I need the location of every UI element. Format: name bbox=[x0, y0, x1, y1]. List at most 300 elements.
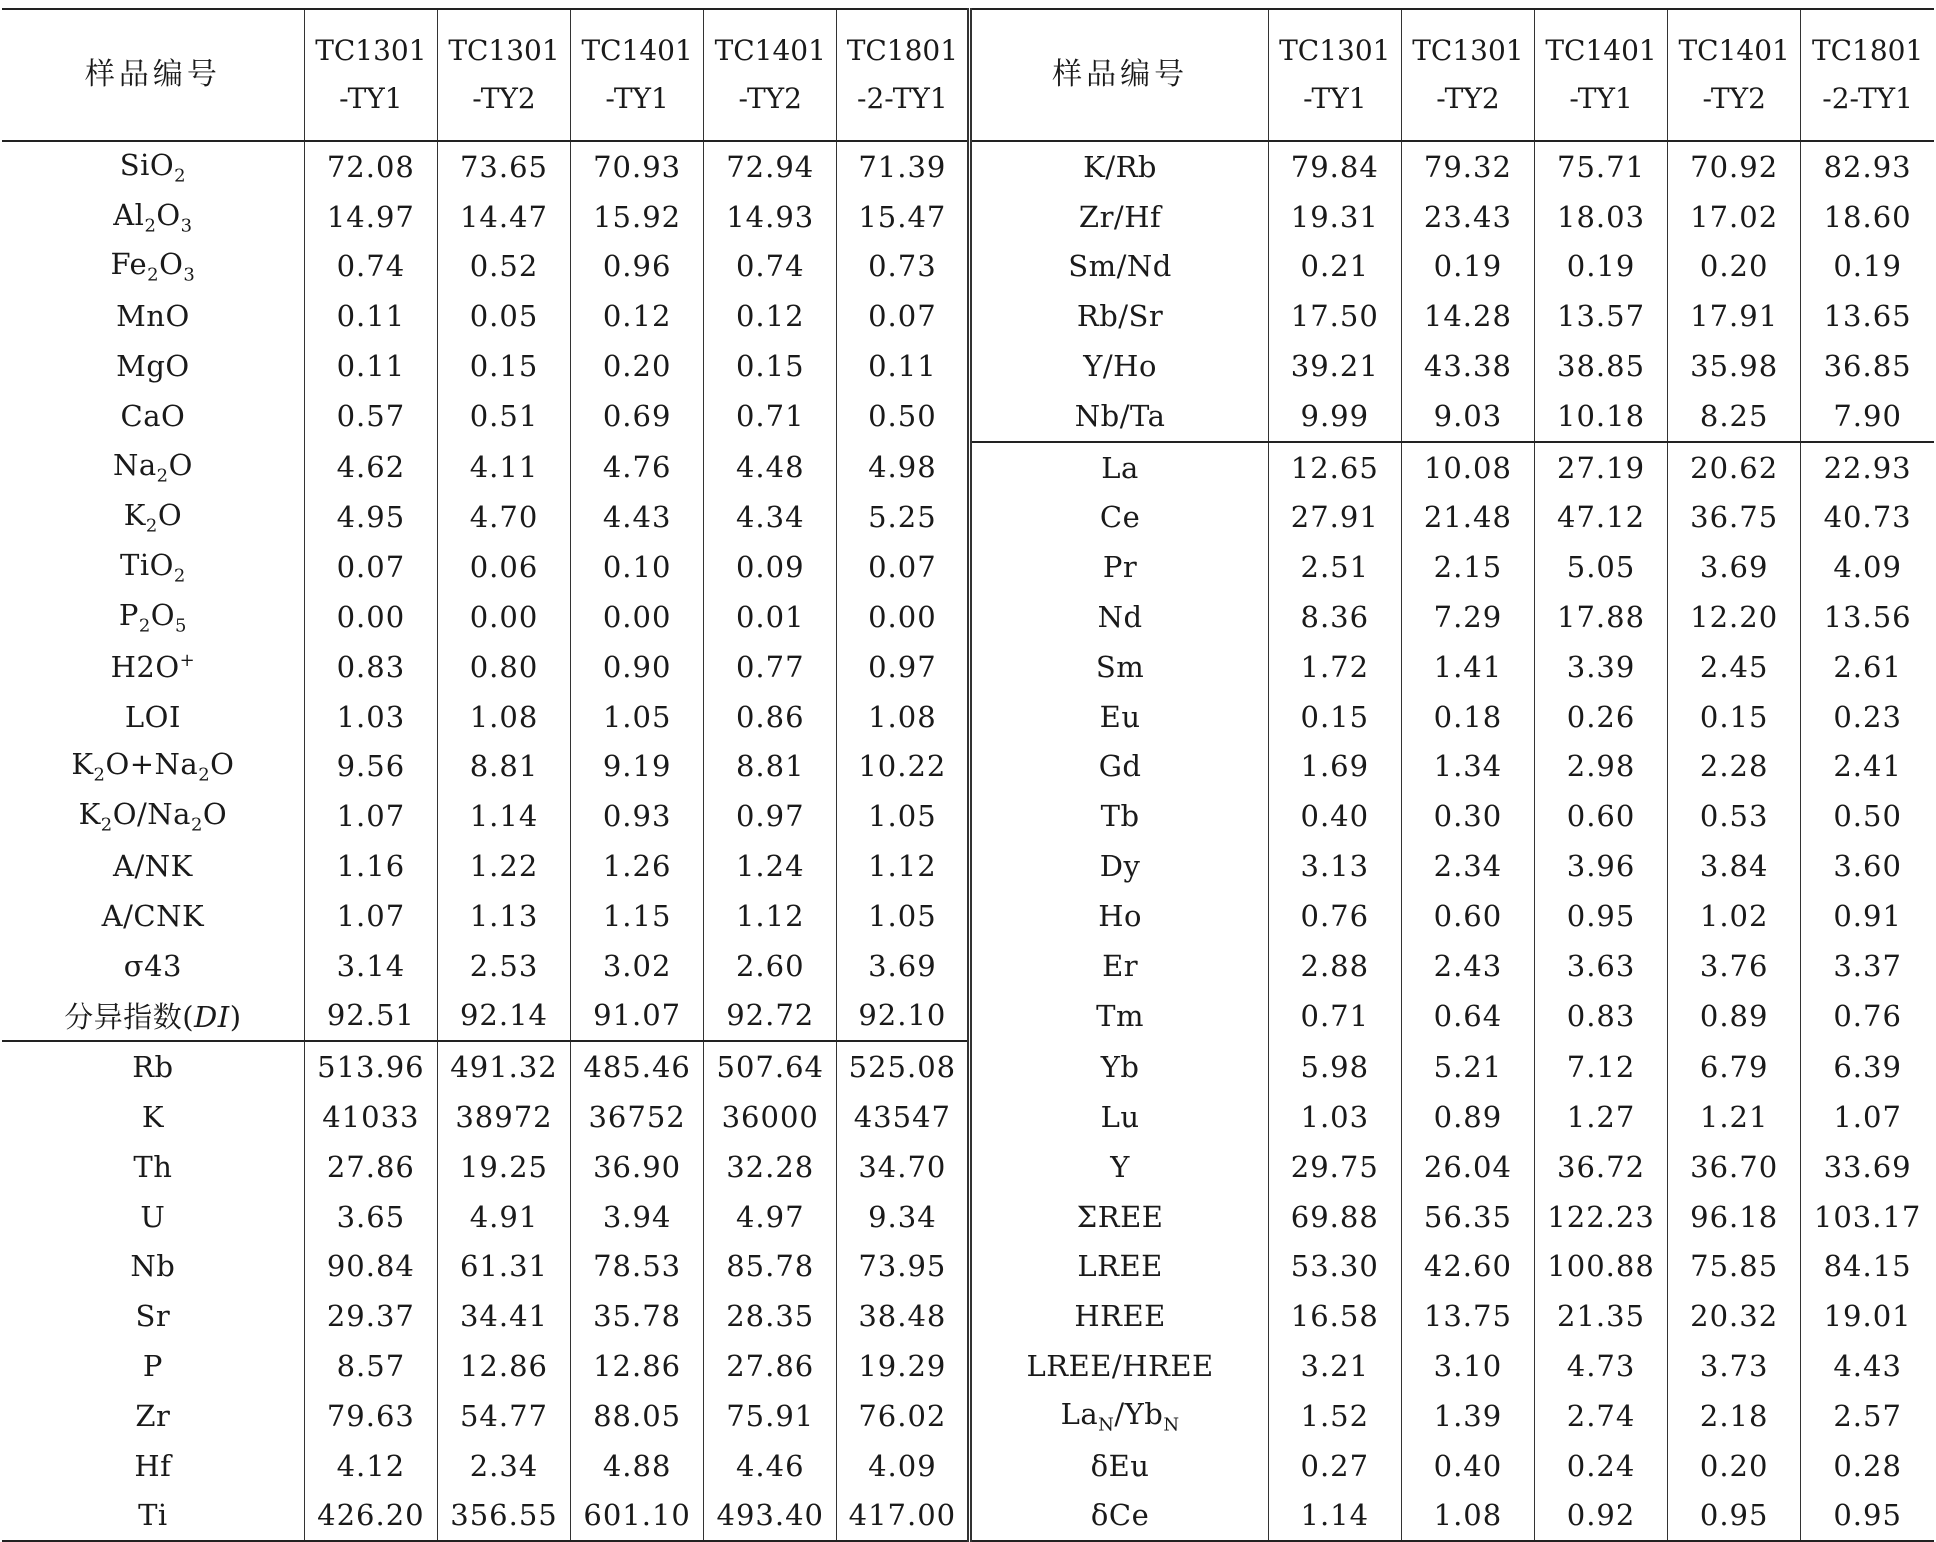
table-row bbox=[2, 341, 1934, 391]
value-cell: 0.06 bbox=[437, 542, 570, 592]
value-cell: 0.95 bbox=[1801, 1491, 1934, 1542]
value-cell: 29.75 bbox=[1268, 1142, 1401, 1192]
value-cell: 3.96 bbox=[1534, 841, 1667, 891]
row-label-left: P bbox=[2, 1341, 304, 1391]
value-cell: 54.77 bbox=[437, 1391, 570, 1441]
row-label-left: A/NK bbox=[2, 841, 304, 891]
sample-header-line2: -TY2 bbox=[1702, 82, 1766, 115]
value-cell: 19.25 bbox=[437, 1142, 570, 1192]
value-cell: 601.10 bbox=[571, 1491, 704, 1542]
row-label-left: $K_2O+Na_2O$ bbox=[2, 742, 304, 792]
value-cell: 78.53 bbox=[571, 1242, 704, 1292]
value-cell: 0.40 bbox=[1268, 791, 1401, 841]
value-cell: 0.57 bbox=[304, 391, 437, 442]
sample-header-5-right bbox=[1801, 9, 1934, 141]
value-cell: 3.02 bbox=[571, 941, 704, 991]
value-cell: 2.53 bbox=[437, 941, 570, 991]
sample-header-line2: -2-TY1 bbox=[1822, 82, 1913, 115]
value-cell: 27.19 bbox=[1534, 442, 1667, 493]
value-cell: 0.60 bbox=[1534, 791, 1667, 841]
value-cell: 36752 bbox=[571, 1092, 704, 1142]
value-cell: 2.88 bbox=[1268, 941, 1401, 991]
value-cell: 27.86 bbox=[304, 1142, 437, 1192]
value-cell: 5.25 bbox=[837, 493, 970, 543]
value-cell: 0.40 bbox=[1401, 1441, 1534, 1491]
sample-header-2-right bbox=[1401, 9, 1534, 141]
value-cell: 18.60 bbox=[1823, 199, 1912, 234]
value-cell: 72.94 bbox=[704, 141, 837, 192]
row-label-right: Rb/Sr bbox=[970, 291, 1268, 341]
value-cell: 2.34 bbox=[1401, 841, 1534, 891]
value-cell: 356.55 bbox=[437, 1491, 570, 1542]
value-cell: 70.93 bbox=[571, 141, 704, 192]
row-label-right: Tm bbox=[970, 991, 1268, 1042]
sample-header-5 bbox=[837, 9, 970, 141]
row-label-left: SiO$_2$ bbox=[2, 141, 304, 192]
value-cell: 507.64 bbox=[704, 1041, 837, 1092]
value-cell: 0.00 bbox=[437, 592, 570, 642]
value-cell: 0.91 bbox=[1833, 898, 1902, 933]
value-cell: 12.86 bbox=[571, 1341, 704, 1391]
value-cell: 2.34 bbox=[437, 1441, 570, 1491]
value-cell: 4.91 bbox=[437, 1192, 570, 1242]
value-cell: 100.88 bbox=[1534, 1242, 1667, 1292]
row-label-left: Nb bbox=[2, 1242, 304, 1292]
value-cell: 14.28 bbox=[1401, 291, 1534, 341]
value-cell: 0.97 bbox=[837, 642, 970, 692]
value-cell: 0.95 bbox=[1668, 1491, 1801, 1542]
value-cell: 36.70 bbox=[1668, 1142, 1801, 1192]
value-cell: 525.08 bbox=[837, 1041, 970, 1092]
value-cell: 4.09 bbox=[837, 1441, 970, 1491]
value-cell: 4.43 bbox=[1833, 1349, 1902, 1384]
table-header bbox=[2, 9, 1934, 141]
row-label-left: $Na_2O$ bbox=[2, 442, 304, 493]
header-row bbox=[2, 9, 1934, 141]
value-cell: 0.89 bbox=[1668, 991, 1801, 1042]
row-label-right: LREE/HREE bbox=[970, 1341, 1268, 1391]
value-cell: 14.93 bbox=[704, 192, 837, 242]
sample-header-line1: TC1401 bbox=[1678, 34, 1790, 67]
value-cell: 0.11 bbox=[837, 341, 970, 391]
table-row bbox=[2, 1391, 1934, 1441]
row-label-right: Lu bbox=[970, 1092, 1268, 1142]
value-cell: 35.98 bbox=[1668, 341, 1801, 391]
value-cell: 3.10 bbox=[1401, 1341, 1534, 1391]
row-label-right: Ho bbox=[970, 891, 1268, 941]
value-cell: 38972 bbox=[437, 1092, 570, 1142]
sample-header-line1: TC1301 bbox=[448, 34, 560, 67]
value-cell: 3.94 bbox=[571, 1192, 704, 1242]
row-label-left: $K_2O$ bbox=[2, 493, 304, 543]
sample-header-line1: TC1401 bbox=[581, 34, 693, 67]
value-cell: 0.15 bbox=[1268, 692, 1401, 742]
value-cell: 4.97 bbox=[704, 1192, 837, 1242]
value-cell: 4.95 bbox=[304, 493, 437, 543]
value-cell: 6.39 bbox=[1833, 1049, 1902, 1084]
table-row bbox=[2, 242, 1934, 292]
sample-header-1 bbox=[304, 9, 437, 141]
value-cell: 72.08 bbox=[304, 141, 437, 192]
table-row bbox=[2, 1441, 1934, 1491]
value-cell: 19.01 bbox=[1823, 1299, 1912, 1334]
row-label-right: Tb bbox=[970, 791, 1268, 841]
value-cell: 493.40 bbox=[704, 1491, 837, 1542]
value-cell: 2.43 bbox=[1401, 941, 1534, 991]
value-cell: 1.39 bbox=[1401, 1391, 1534, 1441]
value-cell: 1.07 bbox=[304, 891, 437, 941]
value-cell: 42.60 bbox=[1401, 1242, 1534, 1292]
value-cell: 32.28 bbox=[704, 1142, 837, 1192]
value-cell: 4.76 bbox=[571, 442, 704, 493]
value-cell: 92.51 bbox=[304, 991, 437, 1042]
row-label-right: Er bbox=[970, 941, 1268, 991]
value-cell: 3.69 bbox=[1668, 542, 1801, 592]
table-row bbox=[2, 642, 1934, 692]
value-cell: 0.19 bbox=[1534, 242, 1667, 292]
value-cell: 92.14 bbox=[437, 991, 570, 1042]
value-cell: 4.88 bbox=[571, 1441, 704, 1491]
sample-header-line2: -2-TY1 bbox=[857, 82, 948, 115]
value-cell: 43.38 bbox=[1401, 341, 1534, 391]
value-cell: 3.84 bbox=[1668, 841, 1801, 891]
value-cell: 0.30 bbox=[1401, 791, 1534, 841]
value-cell: 1.26 bbox=[571, 841, 704, 891]
value-cell: 10.08 bbox=[1401, 442, 1534, 493]
value-cell: 2.41 bbox=[1833, 749, 1902, 784]
value-cell: 27.86 bbox=[704, 1341, 837, 1391]
value-cell: 103.17 bbox=[1813, 1199, 1922, 1234]
value-cell: 3.65 bbox=[304, 1192, 437, 1242]
value-cell: 0.96 bbox=[571, 242, 704, 292]
value-cell: 0.20 bbox=[1668, 242, 1801, 292]
value-cell: 1.08 bbox=[1401, 1491, 1534, 1542]
value-cell: 0.95 bbox=[1534, 891, 1667, 941]
row-label-left: H2O+ bbox=[2, 642, 304, 692]
table-row bbox=[2, 1341, 1934, 1391]
row-label-left: TiO$_2$ bbox=[2, 542, 304, 592]
value-cell: 2.60 bbox=[704, 941, 837, 991]
value-cell: 17.88 bbox=[1534, 592, 1667, 642]
value-cell: 6.79 bbox=[1668, 1041, 1801, 1092]
value-cell: 36.90 bbox=[571, 1142, 704, 1192]
value-cell: 7.12 bbox=[1534, 1041, 1667, 1092]
value-cell: 19.31 bbox=[1268, 192, 1401, 242]
value-cell: 39.21 bbox=[1268, 341, 1401, 391]
value-cell: 92.10 bbox=[837, 991, 970, 1042]
value-cell: 0.83 bbox=[304, 642, 437, 692]
value-cell: 4.48 bbox=[704, 442, 837, 493]
sample-header-3-right bbox=[1534, 9, 1667, 141]
value-cell: 82.93 bbox=[1823, 149, 1912, 184]
value-cell: 4.11 bbox=[437, 442, 570, 493]
sample-header-line1: TC1301 bbox=[1279, 34, 1391, 67]
value-cell: 1.69 bbox=[1268, 742, 1401, 792]
value-cell: 0.97 bbox=[704, 791, 837, 841]
value-cell: 0.11 bbox=[304, 291, 437, 341]
value-cell: 76.02 bbox=[837, 1391, 970, 1441]
value-cell: 23.43 bbox=[1401, 192, 1534, 242]
value-cell: 73.65 bbox=[437, 141, 570, 192]
value-cell: 1.12 bbox=[704, 891, 837, 941]
value-cell: 0.23 bbox=[1833, 699, 1902, 734]
value-cell: 20.62 bbox=[1668, 442, 1801, 493]
value-cell: 0.60 bbox=[1401, 891, 1534, 941]
table-row bbox=[2, 493, 1934, 543]
value-cell: 0.19 bbox=[1833, 249, 1902, 284]
value-cell: 2.98 bbox=[1534, 742, 1667, 792]
value-cell: 4.98 bbox=[837, 442, 970, 493]
row-label-right: Yb bbox=[970, 1041, 1268, 1092]
row-label-left: LOI bbox=[2, 692, 304, 742]
value-cell: 0.74 bbox=[304, 242, 437, 292]
value-cell: 0.07 bbox=[304, 542, 437, 592]
value-cell: 1.12 bbox=[837, 841, 970, 891]
value-cell: 1.27 bbox=[1534, 1092, 1667, 1142]
value-cell: 1.03 bbox=[1268, 1092, 1401, 1142]
value-cell: 1.13 bbox=[437, 891, 570, 941]
value-cell: 417.00 bbox=[837, 1491, 970, 1542]
value-cell: 1.52 bbox=[1268, 1391, 1401, 1441]
value-cell: 28.35 bbox=[704, 1291, 837, 1341]
value-cell: 0.09 bbox=[704, 542, 837, 592]
table-row bbox=[2, 742, 1934, 792]
value-cell: 47.12 bbox=[1534, 493, 1667, 543]
row-label-left: 分异指数(DI) bbox=[2, 991, 304, 1042]
value-cell: 1.72 bbox=[1268, 642, 1401, 692]
value-cell: 15.92 bbox=[571, 192, 704, 242]
value-cell: 9.34 bbox=[837, 1192, 970, 1242]
value-cell: 0.93 bbox=[571, 791, 704, 841]
value-cell: 2.28 bbox=[1668, 742, 1801, 792]
value-cell: 2.15 bbox=[1401, 542, 1534, 592]
value-cell: 21.35 bbox=[1534, 1291, 1667, 1341]
value-cell: 19.29 bbox=[837, 1341, 970, 1391]
geochemistry-table bbox=[2, 8, 1934, 1542]
value-cell: 40.73 bbox=[1823, 500, 1912, 535]
value-cell: 2.61 bbox=[1833, 649, 1902, 684]
table-row bbox=[2, 1142, 1934, 1192]
value-cell: 0.73 bbox=[837, 242, 970, 292]
value-cell: 13.65 bbox=[1823, 299, 1912, 334]
row-label-right: HREE bbox=[970, 1291, 1268, 1341]
value-cell: 53.30 bbox=[1268, 1242, 1401, 1292]
value-cell: 1.08 bbox=[437, 692, 570, 742]
row-label-left: $K_2O/Na_2O$ bbox=[2, 791, 304, 841]
value-cell: 0.52 bbox=[437, 242, 570, 292]
value-cell: 4.09 bbox=[1833, 550, 1902, 585]
value-cell: 17.91 bbox=[1668, 291, 1801, 341]
sample-header-2 bbox=[437, 9, 570, 141]
value-cell: 0.00 bbox=[571, 592, 704, 642]
value-cell: 9.56 bbox=[304, 742, 437, 792]
row-label-right: Sm/Nd bbox=[970, 242, 1268, 292]
value-cell: 3.39 bbox=[1534, 642, 1667, 692]
row-label-left: σ43 bbox=[2, 941, 304, 991]
value-cell: 16.58 bbox=[1268, 1291, 1401, 1341]
value-cell: 36.72 bbox=[1534, 1142, 1667, 1192]
value-cell: 75.91 bbox=[704, 1391, 837, 1441]
value-cell: 85.78 bbox=[704, 1242, 837, 1292]
value-cell: 8.57 bbox=[304, 1341, 437, 1391]
value-cell: 0.18 bbox=[1401, 692, 1534, 742]
sample-header-3 bbox=[571, 9, 704, 141]
value-cell: 5.98 bbox=[1268, 1041, 1401, 1092]
value-cell: 33.69 bbox=[1823, 1149, 1912, 1184]
row-label-left: Ti bbox=[2, 1491, 304, 1542]
value-cell: 41033 bbox=[304, 1092, 437, 1142]
value-cell: 0.77 bbox=[704, 642, 837, 692]
value-cell: 2.51 bbox=[1268, 542, 1401, 592]
row-label-right: Eu bbox=[970, 692, 1268, 742]
value-cell: 0.92 bbox=[1534, 1491, 1667, 1542]
value-cell: 13.75 bbox=[1401, 1291, 1534, 1341]
table-row bbox=[2, 841, 1934, 891]
value-cell: 12.65 bbox=[1268, 442, 1401, 493]
value-cell: 17.02 bbox=[1668, 192, 1801, 242]
value-cell: 96.18 bbox=[1668, 1192, 1801, 1242]
sample-header-line2: -TY2 bbox=[472, 82, 536, 115]
table-row bbox=[2, 1491, 1934, 1542]
sample-header-4 bbox=[704, 9, 837, 141]
value-cell: 88.05 bbox=[571, 1391, 704, 1441]
row-label-left: K bbox=[2, 1092, 304, 1142]
table-row bbox=[2, 592, 1934, 642]
value-cell: 0.15 bbox=[1668, 692, 1801, 742]
table-row bbox=[2, 991, 1934, 1042]
sample-header-line1: TC1401 bbox=[1545, 34, 1657, 67]
row-label-left: U bbox=[2, 1192, 304, 1242]
row-label-left: Rb bbox=[2, 1041, 304, 1092]
sample-header-line2: -TY1 bbox=[605, 82, 669, 115]
value-cell: 1.16 bbox=[304, 841, 437, 891]
value-cell: 34.70 bbox=[837, 1142, 970, 1192]
row-label-right: Pr bbox=[970, 542, 1268, 592]
value-cell: 9.99 bbox=[1268, 391, 1401, 442]
value-cell: 0.74 bbox=[704, 242, 837, 292]
value-cell: 0.89 bbox=[1401, 1092, 1534, 1142]
row-label-right: Sm bbox=[970, 642, 1268, 692]
row-label-right: Ce bbox=[970, 493, 1268, 543]
value-cell: 1.07 bbox=[304, 791, 437, 841]
value-cell: 8.36 bbox=[1268, 592, 1401, 642]
value-cell: 4.34 bbox=[704, 493, 837, 543]
value-cell: 1.03 bbox=[304, 692, 437, 742]
value-cell: 90.84 bbox=[304, 1242, 437, 1292]
value-cell: 12.20 bbox=[1668, 592, 1801, 642]
value-cell: 0.51 bbox=[437, 391, 570, 442]
value-cell: 0.69 bbox=[571, 391, 704, 442]
value-cell: 2.74 bbox=[1534, 1391, 1667, 1441]
value-cell: 513.96 bbox=[304, 1041, 437, 1092]
sample-id-header-left: 样品编号 bbox=[2, 9, 304, 141]
value-cell: 3.73 bbox=[1668, 1341, 1801, 1391]
value-cell: 2.18 bbox=[1668, 1391, 1801, 1441]
value-cell: 0.01 bbox=[704, 592, 837, 642]
value-cell: 4.46 bbox=[704, 1441, 837, 1491]
value-cell: 79.63 bbox=[304, 1391, 437, 1441]
value-cell: 0.19 bbox=[1401, 242, 1534, 292]
sample-header-1-right bbox=[1268, 9, 1401, 141]
row-label-left: Zr bbox=[2, 1391, 304, 1441]
value-cell: 7.29 bbox=[1401, 592, 1534, 642]
value-cell: 1.41 bbox=[1401, 642, 1534, 692]
row-label-left: $Fe_2O_3$ bbox=[2, 242, 304, 292]
row-label-left: Th bbox=[2, 1142, 304, 1192]
sample-header-line2: -TY1 bbox=[1569, 82, 1633, 115]
row-label-right: Y/Ho bbox=[970, 341, 1268, 391]
value-cell: 8.25 bbox=[1668, 391, 1801, 442]
value-cell: 4.70 bbox=[437, 493, 570, 543]
table-row bbox=[2, 391, 1934, 442]
value-cell: 0.12 bbox=[571, 291, 704, 341]
value-cell: 491.32 bbox=[437, 1041, 570, 1092]
value-cell: 1.05 bbox=[837, 891, 970, 941]
value-cell: 15.47 bbox=[837, 192, 970, 242]
value-cell: 10.18 bbox=[1534, 391, 1667, 442]
value-cell: 4.62 bbox=[304, 442, 437, 493]
value-cell: 1.14 bbox=[1268, 1491, 1401, 1542]
value-cell: 0.07 bbox=[837, 291, 970, 341]
table-row bbox=[2, 791, 1934, 841]
value-cell: 0.71 bbox=[704, 391, 837, 442]
value-cell: 0.76 bbox=[1268, 891, 1401, 941]
value-cell: 0.20 bbox=[571, 341, 704, 391]
value-cell: 36.75 bbox=[1668, 493, 1801, 543]
value-cell: 5.21 bbox=[1401, 1041, 1534, 1092]
value-cell: 3.69 bbox=[837, 941, 970, 991]
value-cell: 5.05 bbox=[1534, 542, 1667, 592]
value-cell: 122.23 bbox=[1534, 1192, 1667, 1242]
value-cell: 14.97 bbox=[304, 192, 437, 242]
value-cell: 3.13 bbox=[1268, 841, 1401, 891]
value-cell: 0.26 bbox=[1534, 692, 1667, 742]
value-cell: 71.39 bbox=[837, 141, 970, 192]
table-row bbox=[2, 141, 1934, 192]
value-cell: 84.15 bbox=[1823, 1249, 1912, 1284]
value-cell: 38.85 bbox=[1534, 341, 1667, 391]
table-row bbox=[2, 1041, 1934, 1092]
value-cell: 14.47 bbox=[437, 192, 570, 242]
table-body bbox=[2, 141, 1934, 1541]
value-cell: 20.32 bbox=[1668, 1291, 1801, 1341]
value-cell: 0.80 bbox=[437, 642, 570, 692]
value-cell: 79.32 bbox=[1401, 141, 1534, 192]
row-label-right: δEu bbox=[970, 1441, 1268, 1491]
value-cell: 75.71 bbox=[1534, 141, 1667, 192]
value-cell: 0.11 bbox=[304, 341, 437, 391]
value-cell: 0.21 bbox=[1268, 242, 1401, 292]
row-label-right: Nb/Ta bbox=[970, 391, 1268, 442]
row-label-right: Zr/Hf bbox=[970, 192, 1268, 242]
row-label-left: $P_2O_5$ bbox=[2, 592, 304, 642]
value-cell: 18.03 bbox=[1534, 192, 1667, 242]
value-cell: 1.24 bbox=[704, 841, 837, 891]
row-label-right: δCe bbox=[970, 1491, 1268, 1542]
value-cell: 8.81 bbox=[437, 742, 570, 792]
value-cell: 3.37 bbox=[1833, 948, 1902, 983]
table-row bbox=[2, 1092, 1934, 1142]
value-cell: 69.88 bbox=[1268, 1192, 1401, 1242]
value-cell: 92.72 bbox=[704, 991, 837, 1042]
value-cell: 0.71 bbox=[1268, 991, 1401, 1042]
value-cell: 1.21 bbox=[1668, 1092, 1801, 1142]
value-cell: 1.07 bbox=[1833, 1100, 1902, 1135]
value-cell: 4.12 bbox=[304, 1441, 437, 1491]
row-label-left: Hf bbox=[2, 1441, 304, 1491]
value-cell: 91.07 bbox=[571, 991, 704, 1042]
value-cell: 0.83 bbox=[1534, 991, 1667, 1042]
